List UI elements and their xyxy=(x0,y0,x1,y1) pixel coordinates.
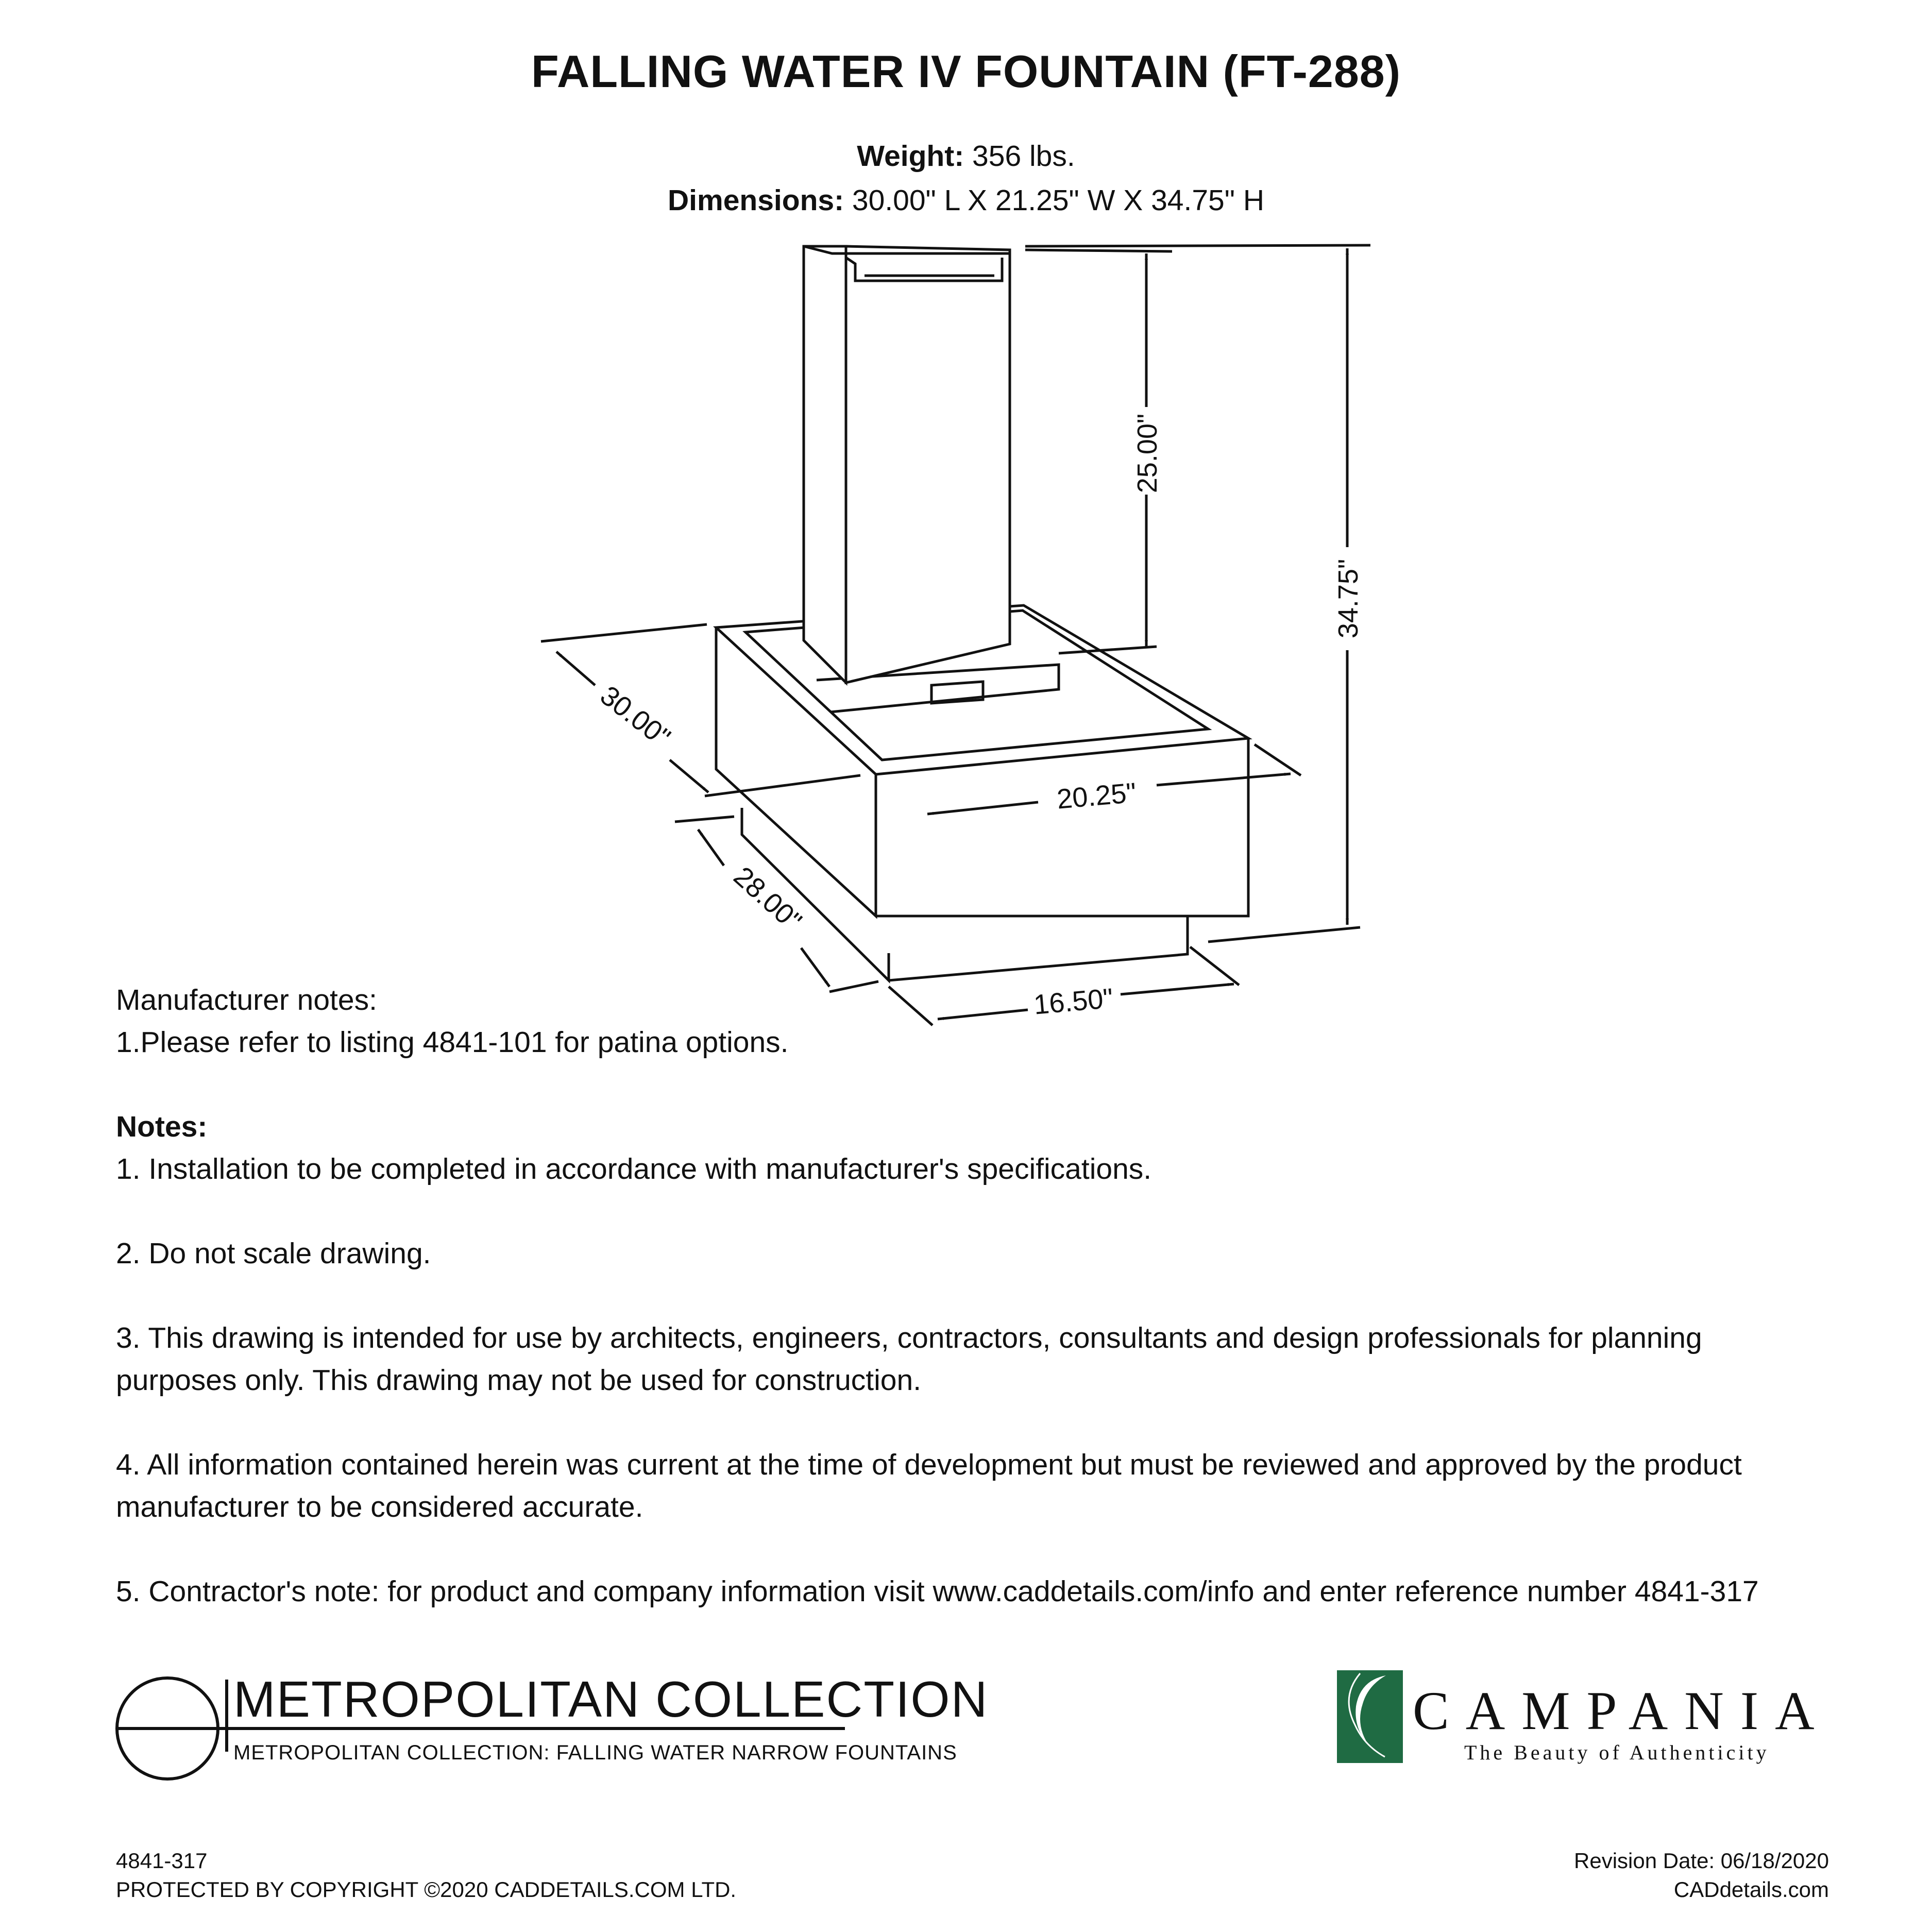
note-3: 3. This drawing is intended for use by architects, engineers, contractors, consultants and design professionals for planning purposes only. This drawing may not be used for construction. xyxy=(116,1321,1702,1397)
footer-reference: 4841-317 xyxy=(116,1849,208,1873)
dimensions-value: 30.00" L X 21.25" W X 34.75" H xyxy=(852,184,1264,217)
note-5: 5. Contractor's note: for product and company information visit www.caddetails.com/info and enter reference number 4841-317 xyxy=(116,1575,1759,1608)
manufacturer-notes xyxy=(116,979,1826,1063)
footer-left xyxy=(116,1846,736,1904)
note-4: 4. All information contained herein was current at the time of development but must be reviewed and approved by the product manufacturer to be considered accurate. xyxy=(116,1448,1742,1523)
note-1: 1. Installation to be completed in accordance with manufacturer's specifications. xyxy=(116,1153,1152,1185)
dim-label-1650: 16.50" xyxy=(1032,982,1114,1021)
brand-name: CAMPANIA xyxy=(1413,1681,1831,1741)
weight-value: 356 lbs. xyxy=(972,140,1075,173)
dim-label-3475: 34.75" xyxy=(1333,558,1364,639)
footer-copyright: PROTECTED BY COPYRIGHT ©2020 CADDETAILS.COM LTD. xyxy=(116,1877,737,1902)
note-2: 2. Do not scale drawing. xyxy=(116,1237,431,1270)
fountain-column xyxy=(804,246,1010,683)
footer-revision: Revision Date: 06/18/2020 xyxy=(1574,1849,1829,1873)
dim-label-3000: 30.00" xyxy=(594,680,676,753)
dim-label-25: 25.00" xyxy=(1132,413,1163,494)
collection-subtitle: METROPOLITAN COLLECTION: FALLING WATER NARROW FOUNTAINS xyxy=(233,1741,957,1764)
dim-label-2025: 20.25" xyxy=(1055,777,1138,815)
notes-heading: Notes: xyxy=(116,1110,208,1143)
manufacturer-notes-heading: Manufacturer notes: xyxy=(116,984,377,1016)
collection-title: METROPOLITAN COLLECTION xyxy=(233,1671,989,1727)
page-title: FALLING WATER IV FOUNTAIN (FT-288) xyxy=(531,46,1401,97)
fountain-base-plinth xyxy=(742,808,1188,980)
brand-tagline: The Beauty of Authenticity xyxy=(1464,1741,1770,1764)
fountain-basin xyxy=(716,605,1248,916)
footer-site: CADdetails.com xyxy=(1673,1877,1829,1902)
dim-column-height xyxy=(1025,250,1172,653)
footer-right xyxy=(1574,1846,1829,1904)
general-notes xyxy=(116,1106,1826,1613)
campania-logo-icon xyxy=(1337,1670,1403,1763)
dimensions-label: Dimensions: xyxy=(668,184,844,217)
dim-label-2800: 28.00" xyxy=(727,860,808,937)
manufacturer-note-1: 1.Please refer to listing 4841-101 for patina options. xyxy=(116,1026,789,1059)
weight-label: Weight: xyxy=(857,140,964,173)
dim-base-depth xyxy=(675,817,878,992)
dim-top-width xyxy=(927,744,1301,815)
dim-total-height xyxy=(1025,245,1370,942)
